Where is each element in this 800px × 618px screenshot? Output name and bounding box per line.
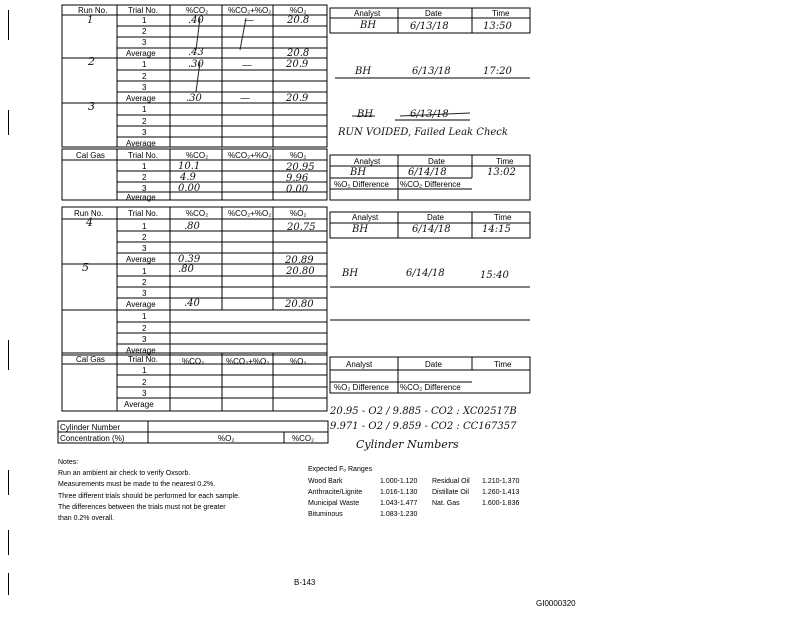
date-value: 6/13/18 xyxy=(410,109,449,120)
date-value: 6/13/18 xyxy=(412,66,451,77)
fo-fuel: Wood Bark xyxy=(308,478,343,485)
header-cal-gas: Cal Gas xyxy=(76,355,105,364)
scan-edge-mark xyxy=(8,10,9,40)
trial-no: 3 xyxy=(142,184,147,193)
header-time: Time xyxy=(494,360,512,369)
trial-no: 2 xyxy=(142,173,147,182)
header-o2: %O₂ xyxy=(290,6,307,15)
co2o2-value: — xyxy=(244,15,254,26)
time-value: 17:20 xyxy=(483,66,512,77)
fo-fuel: Bituminous xyxy=(308,511,343,518)
co2o2-value: — xyxy=(242,60,252,71)
co2-value: .80 xyxy=(178,264,194,275)
header-o2: %O₂ xyxy=(290,357,307,366)
co2-difference-label: %CO₂ Difference xyxy=(400,383,461,392)
avg-co2-value: 0.39 xyxy=(178,254,201,265)
average-label: Average xyxy=(126,94,156,103)
header-date: Date xyxy=(427,213,444,222)
cylinder-co2-label: %CO₂ xyxy=(292,434,315,443)
run-number: 5 xyxy=(82,261,89,274)
average-label: Average xyxy=(126,139,156,148)
header-o2: %O₂ xyxy=(290,151,307,160)
trial-no: 3 xyxy=(142,335,147,344)
o2-value: 20.9 xyxy=(286,59,309,70)
average-label: Average xyxy=(124,400,154,409)
void-note: RUN VOIDED, Failed Leak Check xyxy=(338,127,508,138)
cylinder-o2-label: %O₂ xyxy=(218,434,235,443)
date-value: 6/14/18 xyxy=(406,268,445,279)
header-o2: %O₂ xyxy=(290,209,307,218)
trial-no: 1 xyxy=(142,105,147,114)
co2-difference-label: %CO₂ Difference xyxy=(400,180,461,189)
avg-o2-value: 20.89 xyxy=(285,255,314,266)
o2-difference-label: %O₂ Difference xyxy=(334,383,389,392)
trial-no: 1 xyxy=(142,366,147,375)
trial-no: 2 xyxy=(142,72,147,81)
cal-co2-value: 0.00 xyxy=(178,183,201,194)
notes-line: than 0.2% overall. xyxy=(58,515,115,522)
trial-no: 3 xyxy=(142,38,147,47)
trial-no: 2 xyxy=(142,278,147,287)
fo-range: 1.016-1.130 xyxy=(380,489,418,496)
header-co2-o2: %CO₂+%O₂ xyxy=(228,151,272,160)
header-analyst: Analyst xyxy=(354,9,381,18)
header-trial-no: Trial No. xyxy=(128,355,158,364)
fo-range: 1.210-1.370 xyxy=(482,478,520,485)
time-value: 14:15 xyxy=(482,224,511,235)
analyst-value: BH xyxy=(352,224,369,235)
header-run-no: Run No. xyxy=(78,6,108,15)
trial-no: 2 xyxy=(142,27,147,36)
header-co2: %CO₂ xyxy=(186,6,209,15)
o2-value: 20.75 xyxy=(287,222,316,233)
cal-co2-value: 10.1 xyxy=(178,161,201,172)
trial-no: 2 xyxy=(142,324,147,333)
trial-no: 1 xyxy=(142,162,147,171)
average-label: Average xyxy=(126,49,156,58)
fo-fuel: Residual Oil xyxy=(432,478,470,485)
analyst-value: BH xyxy=(360,20,377,31)
time-value: 13:50 xyxy=(483,21,512,32)
avg-co2-value: .40 xyxy=(184,298,200,309)
scan-edge-mark xyxy=(8,340,9,370)
co2-value: .80 xyxy=(184,221,200,232)
trial-no: 3 xyxy=(142,83,147,92)
analyst-value: BH xyxy=(342,268,359,279)
header-trial-no: Trial No. xyxy=(128,6,158,15)
analyst-value: BH xyxy=(350,167,367,178)
time-value: 13:02 xyxy=(487,167,516,178)
header-co2: %CO₂ xyxy=(186,151,209,160)
notes-line: The differences between the trials must not be greater xyxy=(58,504,226,511)
header-time: Time xyxy=(492,9,510,18)
concentration-label: Concentration (%) xyxy=(60,434,125,443)
scan-edge-mark xyxy=(8,530,9,555)
avg-o2-value: 20.8 xyxy=(287,48,310,59)
date-value: 6/14/18 xyxy=(412,224,451,235)
header-analyst: Analyst xyxy=(354,157,381,166)
avg-o2-value: 20.9 xyxy=(286,93,309,104)
cylinder-note-3: Cylinder Numbers xyxy=(356,438,459,451)
fo-ranges-title: Expected Fₒ Ranges xyxy=(308,466,373,473)
run-number: 3 xyxy=(88,100,95,113)
date-value: 6/14/18 xyxy=(408,167,447,178)
average-label: Average xyxy=(126,193,156,202)
fo-range: 1.000-1.120 xyxy=(380,478,418,485)
time-value: 15:40 xyxy=(480,270,509,281)
trial-no: 3 xyxy=(142,289,147,298)
trial-no: 3 xyxy=(142,389,147,398)
cal-o2-value: 0.00 xyxy=(286,184,309,195)
date-value: 6/13/18 xyxy=(410,21,449,32)
header-time: Time xyxy=(494,213,512,222)
notes-title: Notes: xyxy=(58,459,79,466)
analyst-value: BH xyxy=(355,66,372,77)
trial-no: 2 xyxy=(142,117,147,126)
avg-o2-value: 20.80 xyxy=(285,299,314,310)
notes-line: Three different trials should be performed for each sample. xyxy=(58,493,240,500)
trial-no: 1 xyxy=(142,267,147,276)
document-id: GI0000320 xyxy=(536,599,576,608)
average-label: Average xyxy=(126,300,156,309)
fo-fuel: Anthracite/Lignite xyxy=(308,489,363,496)
trial-no: 1 xyxy=(142,312,147,321)
header-analyst: Analyst xyxy=(346,360,373,369)
o2-value: 20.8 xyxy=(287,15,310,26)
header-analyst: Analyst xyxy=(352,213,379,222)
trial-no: 1 xyxy=(142,60,147,69)
fo-fuel: Distillate Oil xyxy=(432,489,469,496)
fo-fuel: Municipal Waste xyxy=(308,500,360,507)
header-co2-o2: %CO₂+%O₂ xyxy=(228,6,272,15)
o2-value: 20.80 xyxy=(286,266,315,277)
header-date: Date xyxy=(428,157,445,166)
header-date: Date xyxy=(425,360,442,369)
header-co2: %CO₂ xyxy=(186,209,209,218)
scan-edge-mark xyxy=(8,470,9,495)
header-co2-o2: %CO₂+%O₂ xyxy=(226,357,270,366)
co2-value: .40 xyxy=(188,15,204,26)
avg-co2o2-value: — xyxy=(240,93,250,104)
trial-no: 1 xyxy=(142,16,147,25)
cylinder-note-1: 20.95 - O2 / 9.885 - CO2 : XC02517B xyxy=(330,406,517,417)
trial-no: 2 xyxy=(142,233,147,242)
trial-no: 3 xyxy=(142,128,147,137)
trial-no: 1 xyxy=(142,222,147,231)
trial-no: 2 xyxy=(142,378,147,387)
cylinder-number-label: Cylinder Number xyxy=(60,423,121,432)
average-label: Average xyxy=(126,346,156,355)
header-trial-no: Trial No. xyxy=(128,209,158,218)
notes-line: Run an ambient air check to verify Oxsorb. xyxy=(58,470,191,477)
cal-co2-value: 4.9 xyxy=(180,172,196,183)
fo-range: 1.600-1.836 xyxy=(482,500,520,507)
trial-no: 3 xyxy=(142,244,147,253)
header-co2-o2: %CO₂+%O₂ xyxy=(228,209,272,218)
analyst-value: BH xyxy=(357,109,374,120)
page-number: B-143 xyxy=(294,578,316,587)
o2-difference-label: %O₂ Difference xyxy=(334,180,389,189)
cal-o2-value: 20.95 xyxy=(286,162,315,173)
co2-value: .30 xyxy=(188,59,204,70)
fo-range: 1.260-1.413 xyxy=(482,489,520,496)
scan-edge-mark xyxy=(8,573,9,595)
cal-o2-value: 9.96 xyxy=(286,173,309,184)
scan-edge-mark xyxy=(8,110,9,135)
fo-range: 1.083-1.230 xyxy=(380,511,418,518)
cylinder-note-2: 9.971 - O2 / 9.859 - CO2 : CC167357 xyxy=(330,421,517,432)
header-run-no: Run No. xyxy=(74,209,104,218)
run-number: 1 xyxy=(87,15,94,26)
header-date: Date xyxy=(425,9,442,18)
run-number: 2 xyxy=(88,55,95,68)
average-label: Average xyxy=(126,255,156,264)
fo-fuel: Nat. Gas xyxy=(432,500,460,507)
fo-range: 1.043-1.477 xyxy=(380,500,418,507)
avg-co2-value: .30 xyxy=(186,93,202,104)
header-trial-no: Trial No. xyxy=(128,151,158,160)
header-time: Time xyxy=(496,157,514,166)
notes-line: Measurements must be made to the nearest 0.2%. xyxy=(58,481,216,488)
header-co2: %CO₂ xyxy=(182,357,205,366)
avg-co2-value: .43 xyxy=(188,47,204,58)
run-number: 4 xyxy=(86,216,93,229)
header-cal-gas: Cal Gas xyxy=(76,151,105,160)
